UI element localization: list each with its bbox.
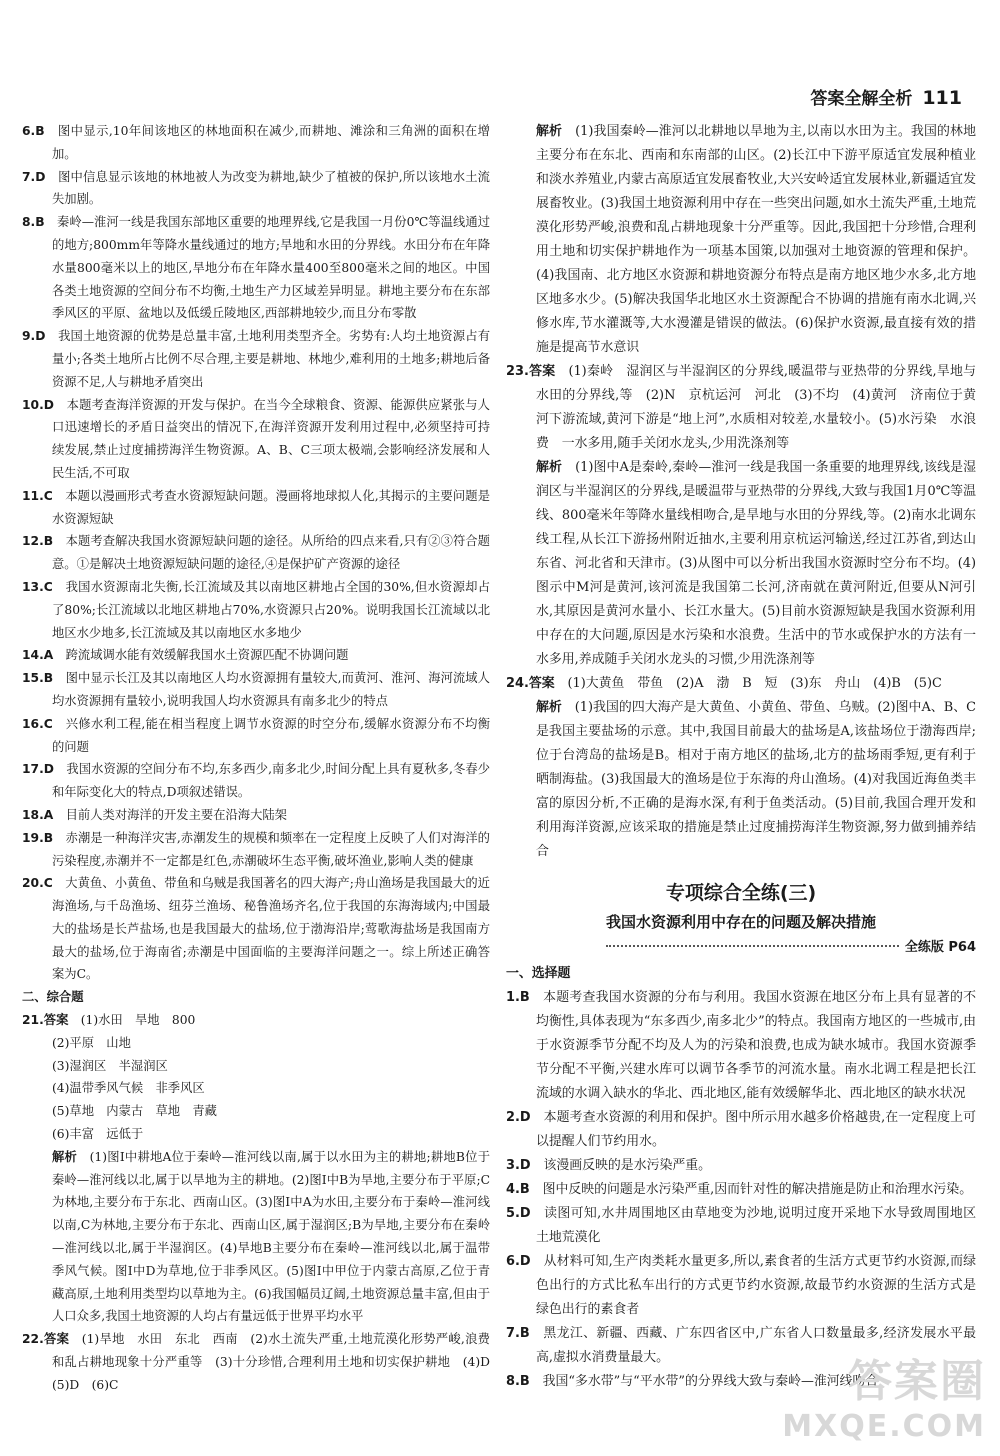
question-number: 13.C: [22, 579, 53, 594]
question-number: 15.B: [22, 671, 54, 686]
page-number: 111: [922, 87, 962, 109]
choice-item: [22, 667, 490, 713]
analysis-text: (1)我国秦岭—淮河以北耕地以旱地为主,以南以水田为主。我国的林地主要分布在东北、西南和东南部的山区。(2)长江中下游平原适宜发展种植业和淡水养殖业,内蒙古高原适宜发展畜牧业,大兴安岭适宜发展林业,新疆适宜发展畜牧业。(3)我国土地资源利用中存在一些突出问题,如水土流失严重,土地荒漠化形势严峻,浪费和乱占耕地现象十分严重等。因此,我国把十分珍惜,合理利用土地和切实保护耕地作为一项基本国策,以加强对土地资源的管理和保护。(4)我国南、北方地区水资源和耕地资源分布特点是南方地区地少水多,北方地区地多水少。(5)解决我国华北地区水土资源配合不协调的措施有南水北调,兴修水库,节水灌溉等,大水漫灌是错误的做法。(6)保护水资源,最直接有效的措施是提高节水意识: [536, 124, 976, 355]
answer-text: 目前人类对海洋的开发主要在沿海大陆架: [65, 807, 287, 822]
answer-text: (1)秦岭 湿润区与半湿润区的分界线,暖温带与亚热带的分界线,旱地与水田的分界线,等 (2)N 京杭运河 河北 (3)不均 (4)黄河 济南位于黄河下游流域,黄河下游是“地上河”,水质相对较差,水量较小。(5)水污染 水浪费 一水多用,随手关闭水龙头,少用洗涤剂等: [536, 364, 976, 451]
question-number: 11.C: [22, 488, 53, 503]
choice-item: [22, 713, 490, 759]
edition-label: 全练版 P64: [904, 940, 976, 955]
choice-item: [506, 1154, 976, 1178]
choice-item: [22, 827, 490, 873]
question-22: [22, 1328, 503, 1396]
analysis-label: 解析: [536, 460, 563, 475]
analysis: [22, 1146, 490, 1328]
choice-item: [506, 1202, 976, 1250]
edition-reference: [506, 936, 976, 960]
answer-text: (1)大黄鱼 带鱼 (2)A 渤 B 短 (3)东 舟山 (4)B (5)C: [567, 676, 942, 691]
answer-text: 本题考查解决我国水资源短缺问题的途径。从所给的四点来看,只有②③符合题意。①是解决土地资源短缺问题的途径,④是保护矿产资源的途径: [52, 534, 490, 572]
answer-text: 从材料可知,生产肉类耗水量更多,所以,素食者的生活方式更节约水资源,而绿色出行的方式比私车出行的方式更节约水资源,故最节约水资源的生活方式是绿色出行的素食者: [536, 1254, 977, 1317]
choice-item: [22, 530, 490, 576]
question-number: 5.D: [506, 1206, 531, 1221]
question-number: 22.答案: [22, 1332, 70, 1347]
question-23: [506, 360, 976, 456]
analysis-label: 解析: [536, 124, 563, 139]
answer-text: 我国土地资源的优势是总量丰富,土地利用类型齐全。劣势有:人均土地资源占有量小;各类土地所占比例不尽合理,主要是耕地、林地少,难利用的土地多;耕地后备资源不足,人与耕地矛盾突出: [52, 329, 490, 389]
answer-text: 我国水资源的空间分布不均,东多西少,南多北少,时间分配上具有夏秋多,冬春少和年际变化大的特点,D项叙述错误。: [52, 762, 490, 800]
answer-text: 跨流域调水能有效缓解我国水土资源匹配不协调问题: [65, 648, 349, 663]
question-number: 8.B: [22, 215, 45, 230]
answer-text: 该漫画反映的是水污染严重。: [543, 1158, 712, 1173]
answer-text: (1)旱地 水田 东北 西南 (2)水土流失严重,土地荒漠化形势严峻,浪费和乱占耕地现象十分严重等 (3)十分珍惜,合理利用土地和切实保护耕地 (4)D (5)D (6)C: [52, 1332, 503, 1392]
watermark-line-2: MXQE.COM: [782, 1409, 986, 1444]
left-column: [22, 120, 503, 1397]
choice-item: [506, 1178, 976, 1202]
question-number: 6.D: [506, 1254, 531, 1269]
question-number: 12.B: [22, 534, 54, 549]
answer-line: (3)湿润区 半湿润区: [52, 1058, 168, 1073]
answer-text: 图中信息显示该地的林地被人为改变为耕地,缺少了植被的保护,所以该地水土流失加剧。: [52, 169, 490, 207]
answer-text: 大黄鱼、小黄鱼、带鱼和乌贼是我国著名的四大海产;舟山渔场是我国最大的近海渔场,与千岛渔场、纽芬兰渔场、秘鲁渔场齐名,位于我国的东海海域内;中国最大的盐场是长芦盐场,也是我国最大的盐场,位于渤海沿岸;莺歌海盐场是我国南方最大的盐场,位于海南省;赤潮是中国面临的主要海洋问题之一。综上所述正确答案为C。: [52, 876, 490, 982]
choice-item: [506, 1106, 976, 1154]
choice-item: [22, 804, 490, 827]
question-number: 14.A: [22, 648, 54, 663]
page-header: [810, 84, 962, 109]
choice-item: [22, 758, 490, 804]
question-number: 20.C: [22, 876, 53, 891]
question-number: 6.B: [22, 124, 45, 138]
question-number: 9.D: [22, 329, 46, 344]
analysis: [506, 696, 976, 864]
answer-line: (6)丰富 远低于: [52, 1127, 144, 1142]
question-number: 19.B: [22, 830, 54, 845]
answer-text: 我国“多水带”与“平水带”的分界线大致与秦岭—淮河线吻合: [542, 1374, 879, 1389]
question-number: 2.D: [506, 1110, 531, 1125]
special-section-title: 专项综合全练(三): [665, 882, 817, 904]
answer-line: (5)草地 内蒙古 草地 青藏: [52, 1104, 217, 1119]
answer-text: 兴修水利工程,能在相当程度上调节水资源的时空分布,缓解水资源分布不均衡的问题: [52, 716, 490, 754]
choice-item: [22, 394, 490, 485]
choice-item: [22, 644, 490, 667]
answer-line: (2)平原 山地: [52, 1035, 131, 1050]
analysis: [506, 120, 976, 360]
choice-item: [22, 576, 490, 644]
question-number: 3.D: [506, 1158, 531, 1173]
analysis-text: (1)我国的四大海产是大黄鱼、小黄鱼、带鱼、乌贼。(2)图中A、B、C是我国主要盐场的示意。其中,我国目前最大的盐场是A,该盐场位于渤海西岸;位于台湾岛的盐场是B。相对于南方地区的盐场,北方的盐场雨季短,更有利于晒制海盐。(3)我国最大的渔场是位于东海的舟山渔场。(4)对我国近海鱼类丰富的原因分析,不正确的是海水深,有利于鱼类活动。(5)目前,我国合理开发和利用海洋资源,应该采取的措施是禁止过度捕捞海洋生物资源,努力做到捕养结合: [536, 700, 976, 859]
question-number: 7.B: [506, 1326, 530, 1341]
answer-text: 本题考查我国水资源的分布与利用。我国水资源在地区分布上具有显著的不均衡性,具体表现为“东多西少,南多北少”的特点。我国南方地区的一些城市,由于水资源季节分配不均及人为的污染和浪费,也成为缺水城市。我国水资源季节分配不平衡,兴建水库可以调节各季节的河流水量。南水北调工程是把长江流域的水调入缺水的华北、西北地区,能有效缓解华北、西北地区的缺水状况: [536, 990, 977, 1101]
question-number: 4.B: [506, 1182, 530, 1197]
answer-text: 本题以漫画形式考查水资源短缺问题。漫画将地球拟人化,其揭示的主要问题是水资源短缺: [52, 488, 490, 526]
right-column: [506, 120, 976, 1394]
watermark-line-1: 答案圈: [848, 1356, 986, 1407]
analysis-text: (1)图中A是秦岭,秦岭—淮河一线是我国一条重要的地理界线,该线是湿润区与半湿润区的分界线,是暖温带与亚热带的分界线,大致与我国1月0℃等温线、800毫米年等降水量线相吻合,是旱地与水田的分界线,等。(2)南水北调东线工程,从长江下游扬州附近抽水,主要利用京杭运河输送,经过江苏省,到达山东省、河北省和天津市。(3)从图中可以分析出我国水资源时空分布不均。(4)图示中M河是黄河,该河流是我国第二长河,济南就在黄河附近,但要从N河引水,其原因是黄河水量小、长江水量大。(5)目前水资源短缺是我国水资源利用中存在的大问题,原因是水污染和水浪费。生活中的节水或保护水的方法有一水多用,养成随手关闭水龙头的习惯,少用洗涤剂等: [536, 460, 977, 667]
answer-line: (1)水田 旱地 800: [80, 1013, 196, 1028]
choice-item: [22, 325, 490, 393]
answer-text: 我国水资源南北失衡,长江流域及其以南地区耕地占全国的30%,但水资源却占了80%;长江流域以北地区耕地占70%,水资源只占20%。说明我国长江流域以北地区水少地多,长江流域及其以南地区水多地少: [52, 579, 490, 640]
answer-text: 秦岭—淮河一线是我国东部地区重要的地理界线,它是我国一月份0℃等温线通过的地方;800mm年等降水量线通过的地方;旱地和水田的分界线。水田分布在年降水量800毫米以上的地区,旱地分布在年降水量400至800毫米之间的地区。中国各类土地资源的空间分布不均衡,土地生产力区域差异明显。耕地主要分布在东部季风区的平原、盆地以及低缓丘陵地区,西部耕地较少,而且分布零散: [52, 215, 490, 321]
choice-item: [22, 166, 490, 212]
answer-text: 黑龙江、新疆、西藏、广东四省区中,广东省人口数量最多,经济发展水平最高,虚拟水消费量最大。: [536, 1326, 976, 1365]
choice-item: [22, 485, 490, 531]
choice-item: [22, 120, 490, 166]
section-title: 一、选择题: [506, 966, 571, 981]
question-number: 7.D: [22, 169, 46, 184]
question-number: 10.D: [22, 397, 54, 412]
answer-line: (4)温带季风气候 非季风区: [52, 1081, 205, 1096]
header-title: 答案全解全析: [810, 89, 913, 109]
watermark-logo: [782, 1345, 986, 1444]
answer-text: 本题考查海洋资源的开发与保护。在当今全球粮食、资源、能源供应紧张与人口迅速增长的矛盾日益突出的情况下,在海洋资源开发利用过程中,必须坚持可持续发展,禁止过度捕捞海洋生物资源。A、B、C三项太极端,会影响经济发展和人民生活,不可取: [52, 397, 490, 480]
choice-item: [506, 986, 976, 1106]
question-number: 16.C: [22, 716, 53, 731]
answer-text: 赤潮是一种海洋灾害,赤潮发生的规模和频率在一定程度上反映了人们对海洋的污染程度,赤潮并不一定都是红色,赤潮破坏生态平衡,破坏渔业,影响人类的健康: [52, 830, 490, 868]
left-choice-list: [22, 120, 490, 986]
choice-item: [22, 211, 490, 325]
question-21: [22, 1009, 490, 1032]
analysis-label: 解析: [52, 1149, 78, 1164]
answer-text: 图中显示长江及其以南地区人均水资源拥有量较大,而黄河、淮河、海河流域人均水资源拥有量较小,说明我国人均水资源具有南多北少的特点: [52, 671, 490, 708]
question-24: [506, 672, 976, 696]
right-choice-list: [506, 986, 976, 1394]
section-title: 二、综合题: [22, 990, 84, 1005]
analysis-label: 解析: [536, 700, 562, 715]
analysis: [506, 456, 976, 672]
analysis-text: (1)图Ⅰ中耕地A位于秦岭—淮河线以南,属于以水田为主的耕地;耕地B位于秦岭—淮河线以北,属于以旱地为主的耕地。(2)图Ⅰ中B为旱地,主要分布于平原;C为林地,主要分布于东北、西南山区。(3)图Ⅰ中A为水田,主要分布于秦岭—淮河线以南,C为林地,主要分布于东北、西南山区,属于湿润区;B为旱地,主要分布在秦岭—淮河线以北,属于半湿润区。(4)旱地B主要分布在秦岭—淮河线以北,属于温带季风气候。图Ⅰ中D为草地,位于非季风区。(5)图Ⅰ中甲位于内蒙古高原,乙位于青藏高原,土地利用类型均以草地为主。(6)我国幅员辽阔,土地资源总量丰富,但由于人口众多,我国土地资源的人均占有量远低于世界平均水平: [52, 1149, 490, 1324]
question-number: 23.答案: [506, 364, 556, 379]
answer-text: 图中显示,10年间该地区的林地面积在减少,而耕地、滩涂和三角洲的面积在增加。: [52, 124, 490, 161]
question-number: 8.B: [506, 1374, 530, 1389]
question-number: 18.A: [22, 807, 54, 822]
special-section-subtitle: 我国水资源利用中存在的问题及解决措施: [605, 913, 876, 931]
dotted-leader: [606, 945, 899, 947]
question-number: 1.B: [506, 990, 530, 1005]
answer-text: 本题考查水资源的利用和保护。图中所示用水越多价格越贵,在一定程度上可以提醒人们节约用水。: [536, 1110, 977, 1149]
question-number: 21.答案: [22, 1013, 69, 1028]
choice-item: [506, 1250, 976, 1322]
question-number: 17.D: [22, 762, 54, 777]
answer-text: 读图可知,水井周围地区由草地变为沙地,说明过度开采地下水导致周围地区土地荒漠化: [536, 1206, 977, 1245]
question-number: 24.答案: [506, 676, 555, 691]
choice-item: [22, 872, 490, 986]
answer-text: 图中反映的问题是水污染严重,因而针对性的解决措施是防止和治理水污染。: [542, 1182, 973, 1197]
